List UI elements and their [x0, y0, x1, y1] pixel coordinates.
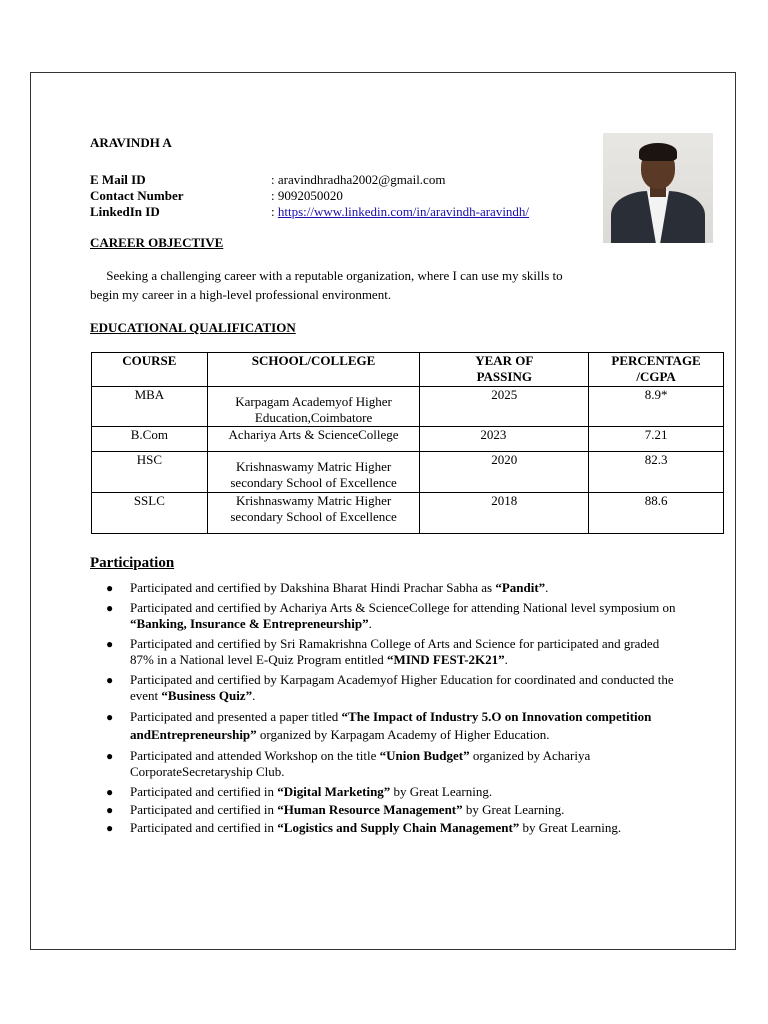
email-value: : aravindhradha2002@gmail.com: [271, 172, 446, 187]
year-cell: 2025: [420, 387, 589, 427]
education-heading: EDUCATIONAL QUALIFICATION: [90, 320, 296, 335]
column-header: SCHOOL/COLLEGE: [207, 353, 420, 387]
school-cell: Achariya Arts & ScienceCollege: [207, 427, 420, 452]
table-row: [92, 427, 724, 452]
email-label: E Mail ID: [90, 172, 146, 187]
course-cell: B.Com: [92, 427, 208, 452]
table-header-row: [92, 353, 724, 387]
list-item: ● Participated and certified by Karpagam Academyof Higher Education for coordinated and conducted the event “Business Quiz”.: [106, 672, 674, 703]
school-cell: Krishnaswamy Matric Higher secondary School of Excellence: [207, 452, 420, 493]
school-cell: Karpagam Academyof Higher Education,Coimbatore: [207, 387, 420, 427]
table-row: [92, 387, 724, 427]
education-table: [91, 352, 724, 534]
list-item: ● Participated and certified in “Digital Marketing” by Great Learning.: [106, 784, 493, 799]
column-header: PERCENTAGE /CGPA: [589, 353, 724, 387]
linkedin-row: : https://www.linkedin.com/in/aravindh-aravindh/: [271, 204, 530, 219]
list-item: ● Participated and presented a paper titled “The Impact of Industry 5.O on Innovation competition andEntrepreneurship” organized by Karpagam Academy of Higher Education.: [106, 709, 652, 742]
year-cell: 2018: [420, 493, 589, 534]
participation-list: [106, 580, 686, 840]
score-cell: 8.9*: [589, 387, 724, 427]
linkedin-link[interactable]: https://www.linkedin.com/in/aravindh-aravindh/: [277, 204, 530, 219]
school-cell: Krishnaswamy Matric Higher secondary School of Excellence: [207, 493, 420, 534]
list-item: ● Participated and certified by Sri Ramakrishna College of Arts and Science for participated and graded 87% in a National level E-Quiz Program entitled “MIND FEST-2K21”.: [106, 636, 660, 667]
profile-photo: [603, 133, 713, 243]
score-cell: 82.3: [589, 452, 724, 493]
career-objective-heading: CAREER OBJECTIVE: [90, 235, 224, 250]
list-item: ● Participated and attended Workshop on the title “Union Budget” organized by Achariya CorporateSecretaryship Club.: [106, 748, 591, 779]
list-item: ● Participated and certified in “Human Resource Management” by Great Learning.: [106, 802, 565, 817]
participation-heading: Participation: [90, 555, 175, 571]
career-objective-text: Seeking a challenging career with a reputable organization, where I can use my skills to begin my career in a high-level professional environment.: [90, 268, 563, 302]
contact-number-label: Contact Number: [90, 188, 184, 203]
column-header: YEAR OF PASSING: [420, 353, 589, 387]
candidate-name: ARAVINDH A: [90, 135, 172, 150]
list-item: ● Participated and certified by Achariya Arts & ScienceCollege for attending National level symposium on “Banking, Insurance & Entrepreneurship”.: [106, 600, 676, 631]
course-cell: SSLC: [92, 493, 208, 534]
column-header: COURSE: [92, 353, 208, 387]
list-item: ● Participated and certified in “Logistics and Supply Chain Management” by Great Learning.: [106, 820, 622, 835]
course-cell: MBA: [92, 387, 208, 427]
year-cell: 2023: [420, 427, 589, 452]
linkedin-label: LinkedIn ID: [90, 204, 160, 219]
score-cell: 7.21: [589, 427, 724, 452]
table-row: [92, 452, 724, 493]
course-cell: HSC: [92, 452, 208, 493]
contact-number-value: : 9092050020: [271, 188, 343, 203]
year-cell: 2020: [420, 452, 589, 493]
list-item: ● Participated and certified by Dakshina Bharat Hindi Prachar Sabha as “Pandit”.: [106, 580, 549, 595]
table-row: [92, 493, 724, 534]
score-cell: 88.6: [589, 493, 724, 534]
